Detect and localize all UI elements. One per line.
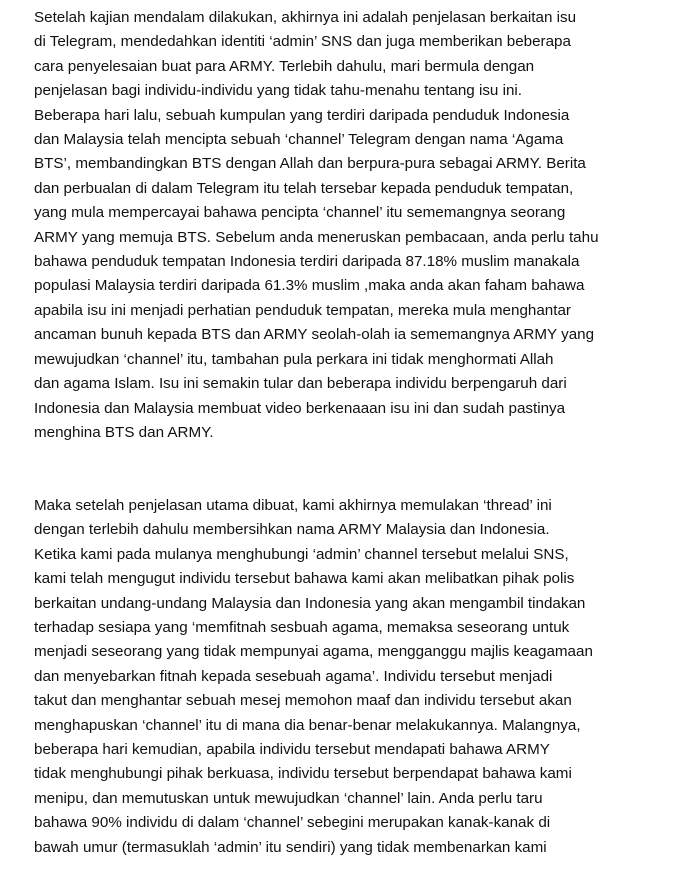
text-line: dan agama Islam. Isu ini semakin tular dan beberapa individu berpengaruh dari: [34, 375, 567, 393]
paragraph-2: [34, 494, 684, 860]
text-line: menghapuskan ‘channel’ itu di mana dia benar-benar melakukannya. Malangnya,: [34, 716, 581, 734]
text-line: beberapa hari kemudian, apabila individu tersebut mendapati bahawa ARMY: [34, 741, 550, 759]
text-line: terhadap sesiapa yang ‘memfitnah sesbuah agama, memaksa seseorang untuk: [34, 619, 570, 637]
text-line: Ketika kami pada mulanya menghubungi ‘admin’ channel tersebut melalui SNS,: [34, 545, 569, 563]
text-line: yang mula mempercayai bahawa pencipta ‘channel’ itu sememangnya seorang: [34, 204, 566, 222]
text-line: BTS’, membandingkan BTS dengan Allah dan berpura-pura sebagai ARMY. Berita: [34, 155, 586, 173]
paragraph-1: [34, 6, 684, 445]
text-line: menipu, dan memutuskan untuk mewujudkan ‘channel’ lain. Anda perlu taru: [34, 789, 543, 807]
text-line: berkaitan undang-undang Malaysia dan Indonesia yang akan mengambil tindakan: [34, 594, 586, 612]
text-line: dan perbualan di dalam Telegram itu telah tersebar kepada penduduk tempatan,: [34, 179, 574, 197]
text-line: dan menyebarkan fitnah kepada sesebuah agama’. Individu tersebut menjadi: [34, 667, 553, 685]
text-line: mewujudkan ‘channel’ itu, tambahan pula perkara ini tidak menghormati Allah: [34, 350, 554, 368]
text-line: bahawa penduduk tempatan Indonesia terdiri daripada 87.18% muslim manakala: [34, 253, 580, 271]
text-line: menjadi seseorang yang tidak mempunyai agama, mengganggu majlis keagamaan: [34, 643, 593, 661]
text-line: dengan terlebih dahulu membersihkan nama ARMY Malaysia dan Indonesia.: [34, 521, 550, 539]
text-line: penjelasan bagi individu-individu yang tidak tahu-menahu tentang isu ini.: [34, 82, 523, 100]
text-line: Maka setelah penjelasan utama dibuat, kami akhirnya memulakan ‘thread’ ini: [34, 497, 552, 514]
text-line: bahawa 90% individu di dalam ‘channel’ sebegini merupakan kanak-kanak di: [34, 814, 551, 832]
text-line: takut dan menghantar sebuah mesej memohon maaf dan individu tersebut akan: [34, 692, 572, 710]
text-line: menghina BTS dan ARMY.: [34, 423, 214, 441]
text-line: ARMY yang memuja BTS. Sebelum anda meneruskan pembacaan, anda perlu tahu: [34, 228, 599, 246]
text-line: populasi Malaysia terdiri daripada 61.3% muslim ,maka anda akan faham bahawa: [34, 277, 585, 295]
text-line: tidak menghubungi pihak berkuasa, individu tersebut berpendapat bahawa kami: [34, 765, 572, 783]
text-line: Indonesia dan Malaysia membuat video berkenaaan isu ini dan sudah pastinya: [34, 399, 566, 417]
text-line: dan Malaysia telah mencipta sebuah ‘channel’ Telegram dengan nama ‘Agama: [34, 131, 564, 149]
text-line: bawah umur (termasuklah ‘admin’ itu sendiri) yang tidak membenarkan kami: [34, 838, 547, 856]
text-line: kami telah mengugut individu tersebut bahawa kami akan melibatkan pihak polis: [34, 570, 575, 588]
text-line: Setelah kajian mendalam dilakukan, akhirnya ini adalah penjelasan berkaitan isu: [34, 9, 577, 26]
text-line: di Telegram, mendedahkan identiti ‘admin’ SNS dan juga memberikan beberapa: [34, 33, 571, 51]
text-line: Beberapa hari lalu, sebuah kumpulan yang terdiri daripada penduduk Indonesia: [34, 106, 570, 124]
text-line: cara penyelesaian buat para ARMY. Terlebih dahulu, mari bermula dengan: [34, 57, 535, 75]
text-line: ancaman bunuh kepada BTS dan ARMY seolah-olah ia sememangnya ARMY yang: [34, 326, 595, 344]
text-line: apabila isu ini menjadi perhatian penduduk tempatan, mereka mula menghantar: [34, 301, 571, 319]
